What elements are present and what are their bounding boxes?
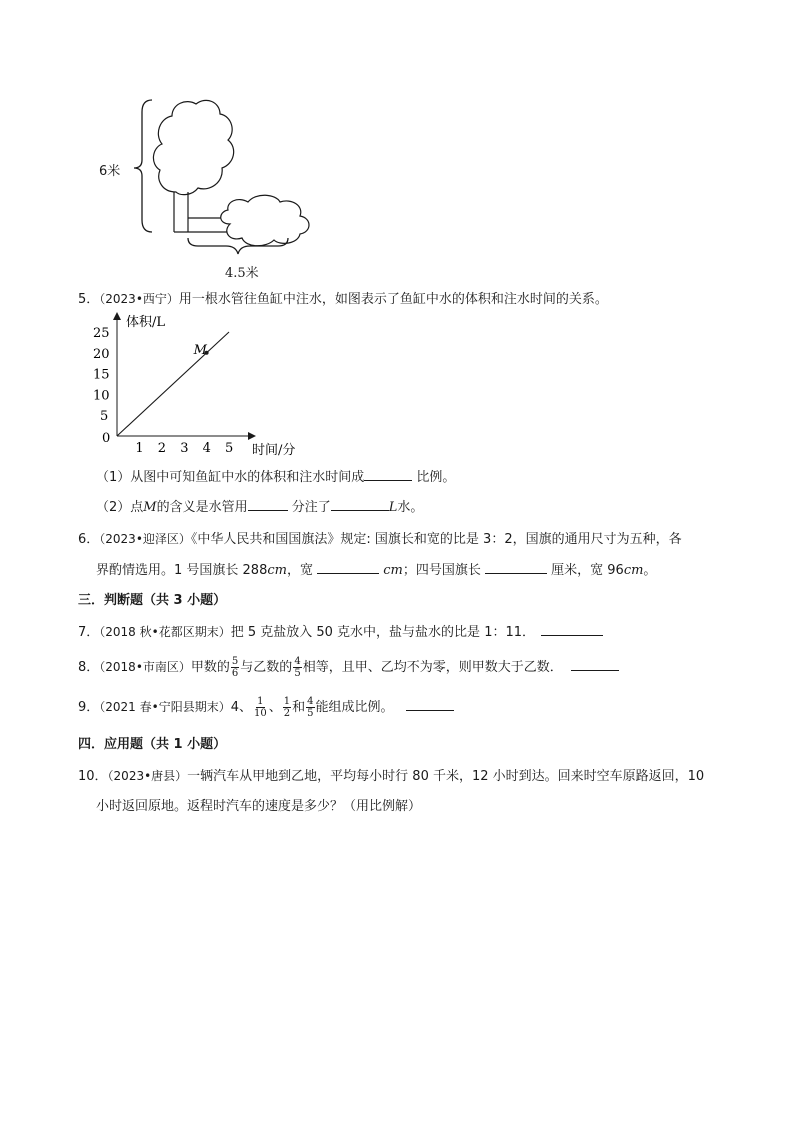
question-number: 9． [78, 700, 100, 715]
question-5-part-2 [96, 497, 423, 517]
question-source: （2023•唐县） [107, 769, 188, 783]
y-tick-label: 20 [93, 346, 110, 362]
q6-text-c: ；四号国旗长 [402, 563, 485, 578]
answer-blank-proportion[interactable] [364, 467, 412, 481]
q8-text-3: 相等，且甲、乙均不为零，则甲数大于乙数． [302, 660, 563, 675]
part-2-mid: 分注了 [287, 500, 331, 515]
fraction-4-5: $\frac{4}{5}$ [307, 696, 314, 719]
answer-blank-minutes[interactable] [248, 497, 288, 511]
answer-blank-q8[interactable] [571, 657, 619, 671]
y-tick-label: 5 [100, 409, 109, 425]
question-text: 一辆汽车从甲地到乙地，平均每小时行 80 千米，12 小时到达。回来时空车原路返回，10 [187, 769, 705, 784]
question-number: 7． [78, 625, 100, 640]
question-text: 用一根水管往鱼缸中注水，如图表示了鱼缸中水的体积和注水时间的关系。 [178, 292, 608, 307]
fraction-1-2: $\frac{1}{2}$ [283, 696, 291, 719]
question-source: （2021 春•宁阳县期末） [99, 700, 231, 714]
part-2-prefix: （2）点 [96, 500, 144, 515]
question-10-line-2: 小时返回原地。返程时汽车的速度是多少？（用比例解） [96, 799, 422, 814]
question-source: （2018 秋•花都区期末） [99, 625, 231, 639]
y-axis-label: 体积/L [126, 315, 166, 330]
y-tick-label: 15 [93, 367, 110, 383]
volume-time-chart [80, 310, 320, 460]
x-tick-label: 3 [180, 441, 189, 456]
question-6 [78, 530, 682, 549]
question-source: （2023•西宁） [99, 292, 179, 306]
fraction-1-10: $\frac{1}{10}$ [254, 696, 267, 719]
part-2-text: 的含义是水管用 [156, 500, 248, 515]
answer-blank-q9[interactable] [406, 697, 454, 711]
part-2-suffix: 水。 [397, 500, 424, 515]
origin-label: 0 [102, 431, 111, 446]
question-10 [78, 767, 704, 786]
tall-tree-canopy [153, 100, 233, 194]
question-5-part-1 [96, 467, 455, 487]
section-3-title: 三．判断题（共 3 小题） [78, 593, 227, 608]
answer-blank-length-4[interactable] [485, 560, 547, 574]
q6-text-a: 界酌情选用。1 号国旗长 288 [96, 563, 268, 578]
x-tick-label: 1 [135, 441, 144, 456]
q6-text-b: ，宽 [286, 563, 318, 578]
q9-and: 和 [292, 700, 306, 715]
y-tick-label: 25 [93, 326, 110, 341]
question-text: 《中华人民共和国国旗法》规定: 国旗长和宽的比是 3：2，国旗的通用尺寸为五种，各 [190, 532, 682, 547]
question-number: 5． [78, 292, 100, 307]
question-9 [78, 696, 454, 719]
unit-cm: cm [623, 563, 644, 578]
question-number: 10． [78, 769, 108, 784]
width-label: 4.5米 [225, 266, 259, 281]
q8-text-1: 甲数的 [190, 660, 230, 675]
small-tree-canopy [221, 195, 309, 246]
question-7 [78, 622, 603, 642]
height-brace [134, 100, 152, 232]
q9-text-1: 4、 [230, 700, 252, 715]
tree-figure [90, 92, 350, 284]
answer-blank-q7[interactable] [541, 622, 603, 636]
q9-separator: 、 [268, 700, 282, 715]
question-source: （2018•市南区） [99, 660, 191, 674]
y-tick-label: 10 [93, 388, 110, 404]
unit-cm: cm [267, 563, 287, 578]
point-m-label: M [193, 342, 207, 358]
question-number: 8． [78, 660, 100, 675]
x-tick-label: 2 [157, 441, 167, 456]
x-axis-label: 时间/分 [252, 443, 296, 458]
q6-text-e: 。 [643, 563, 657, 578]
question-5 [78, 290, 608, 309]
answer-blank-width-1[interactable] [317, 560, 379, 574]
x-tick-label: 4 [202, 441, 211, 456]
part-1-text: （1）从图中可知鱼缸中水的体积和注水时间成 [96, 470, 365, 485]
answer-blank-liters[interactable] [331, 497, 389, 511]
tall-tree-trunk [174, 192, 188, 232]
question-6-line-2 [96, 560, 656, 580]
section-4-title: 四．应用题（共 1 小题） [78, 737, 227, 752]
unit-l: L [388, 500, 398, 515]
height-label: 6米 [99, 164, 121, 179]
question-8 [78, 656, 619, 679]
fraction-5-6: $\frac{5}{6}$ [231, 656, 239, 679]
fraction-4-5: $\frac{4}{5}$ [294, 656, 301, 679]
unit-cm: cm [383, 563, 403, 578]
volume-line [117, 332, 229, 436]
question-source: （2023•迎泽区） [99, 532, 191, 546]
x-tick-label: 5 [225, 441, 234, 456]
q6-text-d: 厘米，宽 96 [547, 563, 624, 578]
question-number: 6． [78, 532, 100, 547]
q9-text-2: 能组成比例。 [315, 700, 394, 715]
q8-text-2: 与乙数的 [240, 660, 293, 675]
question-text: 把 5 克盐放入 50 克水中，盐与盐水的比是 1：11． [230, 625, 536, 640]
part-1-suffix: 比例。 [412, 470, 456, 485]
point-variable: M [143, 500, 157, 515]
